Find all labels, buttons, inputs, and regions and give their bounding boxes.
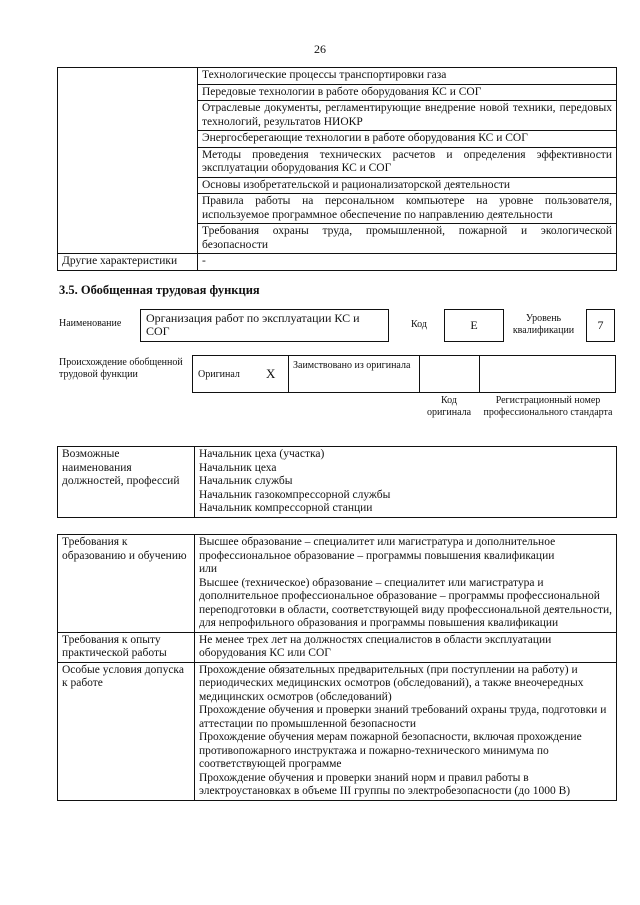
admission-para: Прохождение обучения мерам пожарной безопасности, включая прохождение противопожарного инструктажа и пожарно-технического минимума по соответствующей программе (199, 731, 582, 770)
original-label: Оригинал (198, 369, 240, 380)
origin-divider (479, 356, 480, 392)
position-item: Начальник компрессорной станции (199, 502, 373, 514)
admission-label: Особые условия допуска к работе (58, 662, 195, 800)
knowledge-label-cell (58, 68, 198, 254)
section-title: 3.5. Обобщенная трудовая функция (59, 283, 260, 297)
level-value-box: 7 (586, 309, 615, 342)
education-para: Высшее (техническое) образование – специалитет или магистратура и дополнительное профессиональное образование – программы профессиональной переподготовки в области, соответствующей виду профессиональной деятельности, для непрофильного образования и программы повышения квалификации (199, 576, 612, 629)
education-para: Высшее образование – специалитет или магистратура и дополнительное профессиональное образование – программы повышения квалификации (199, 536, 556, 562)
positions-label: Возможные наименования должностей, профессий (58, 447, 195, 518)
position-item: Начальник цеха (участка) (199, 448, 325, 460)
code-label: Код (411, 319, 427, 330)
positions-table (57, 446, 617, 518)
experience-para: Не менее трех лет на должностях специалистов в области эксплуатации оборудования КС или СОГ (199, 633, 552, 659)
admission-para: Прохождение обучения и проверки знаний требований охраны труда, подготовки и аттестации по промышленной безопасности (199, 704, 607, 730)
education-value (195, 535, 617, 633)
other-characteristics-value: - (198, 254, 617, 271)
knowledge-item: Правила работы на персональном компьютере на уровне пользователя, используемое программное обеспечение по направлению деятельности (198, 194, 617, 224)
code-original-caption: Код оригинала (426, 395, 472, 418)
knowledge-item: Технологические процессы транспортировки газа (198, 68, 617, 85)
experience-value (195, 632, 617, 662)
experience-label: Требования к опыту практической работы (58, 632, 195, 662)
education-para: или (199, 563, 218, 575)
position-item: Начальник газокомпрессорной службы (199, 488, 391, 501)
positions-list (195, 447, 617, 518)
knowledge-item: Требования охраны труда, промышленной, пожарной и экологической безопасности (198, 224, 617, 254)
requirements-table (57, 534, 617, 801)
origin-label: Происхождение обобщенной трудовой функции (59, 357, 183, 380)
knowledge-item: Отраслевые документы, регламентирующие внедрение новой техники, передовых технологий, результатов НИОКР (198, 101, 617, 131)
name-label: Наименование (59, 318, 122, 329)
original-mark: X (266, 366, 276, 381)
page-number: 26 (314, 42, 326, 56)
other-characteristics-label: Другие характеристики (58, 254, 198, 271)
borrowed-label: Заимствовано из оригинала (293, 360, 411, 371)
regnum-caption: Регистрационный номер профессионального стандарта (483, 395, 613, 418)
admission-value (195, 662, 617, 800)
admission-para: Прохождение обучения и проверки знаний норм и правил работы в электроустановках в объеме III группы по электробезопасности (до 1000 В) (199, 771, 571, 797)
origin-divider (419, 356, 420, 392)
position-item: Начальник цеха (199, 461, 277, 474)
code-value-box: E (444, 309, 504, 342)
level-label: Уровень квалификации (512, 313, 575, 336)
position-item: Начальник службы (199, 475, 293, 487)
knowledge-table (57, 67, 617, 271)
knowledge-item: Методы проведения технических расчетов и определения эффективности эксплуатации оборудования КС и СОГ (198, 147, 617, 177)
knowledge-item: Энергосберегающие технологии в работе оборудования КС и СОГ (198, 131, 617, 148)
admission-para: Прохождение обязательных предварительных (при поступлении на работу) и периодических медицинских осмотров (обследований), а также внеочередных медицинских осмотров (обследований) (199, 663, 584, 703)
knowledge-item: Основы изобретательской и рационализаторской деятельности (198, 177, 617, 194)
education-label: Требования к образованию и обучению (58, 535, 195, 633)
origin-divider (288, 356, 289, 392)
knowledge-item: Передовые технологии в работе оборудования КС и СОГ (198, 84, 617, 101)
name-value-box: Организация работ по эксплуатации КС и СОГ (140, 309, 389, 342)
